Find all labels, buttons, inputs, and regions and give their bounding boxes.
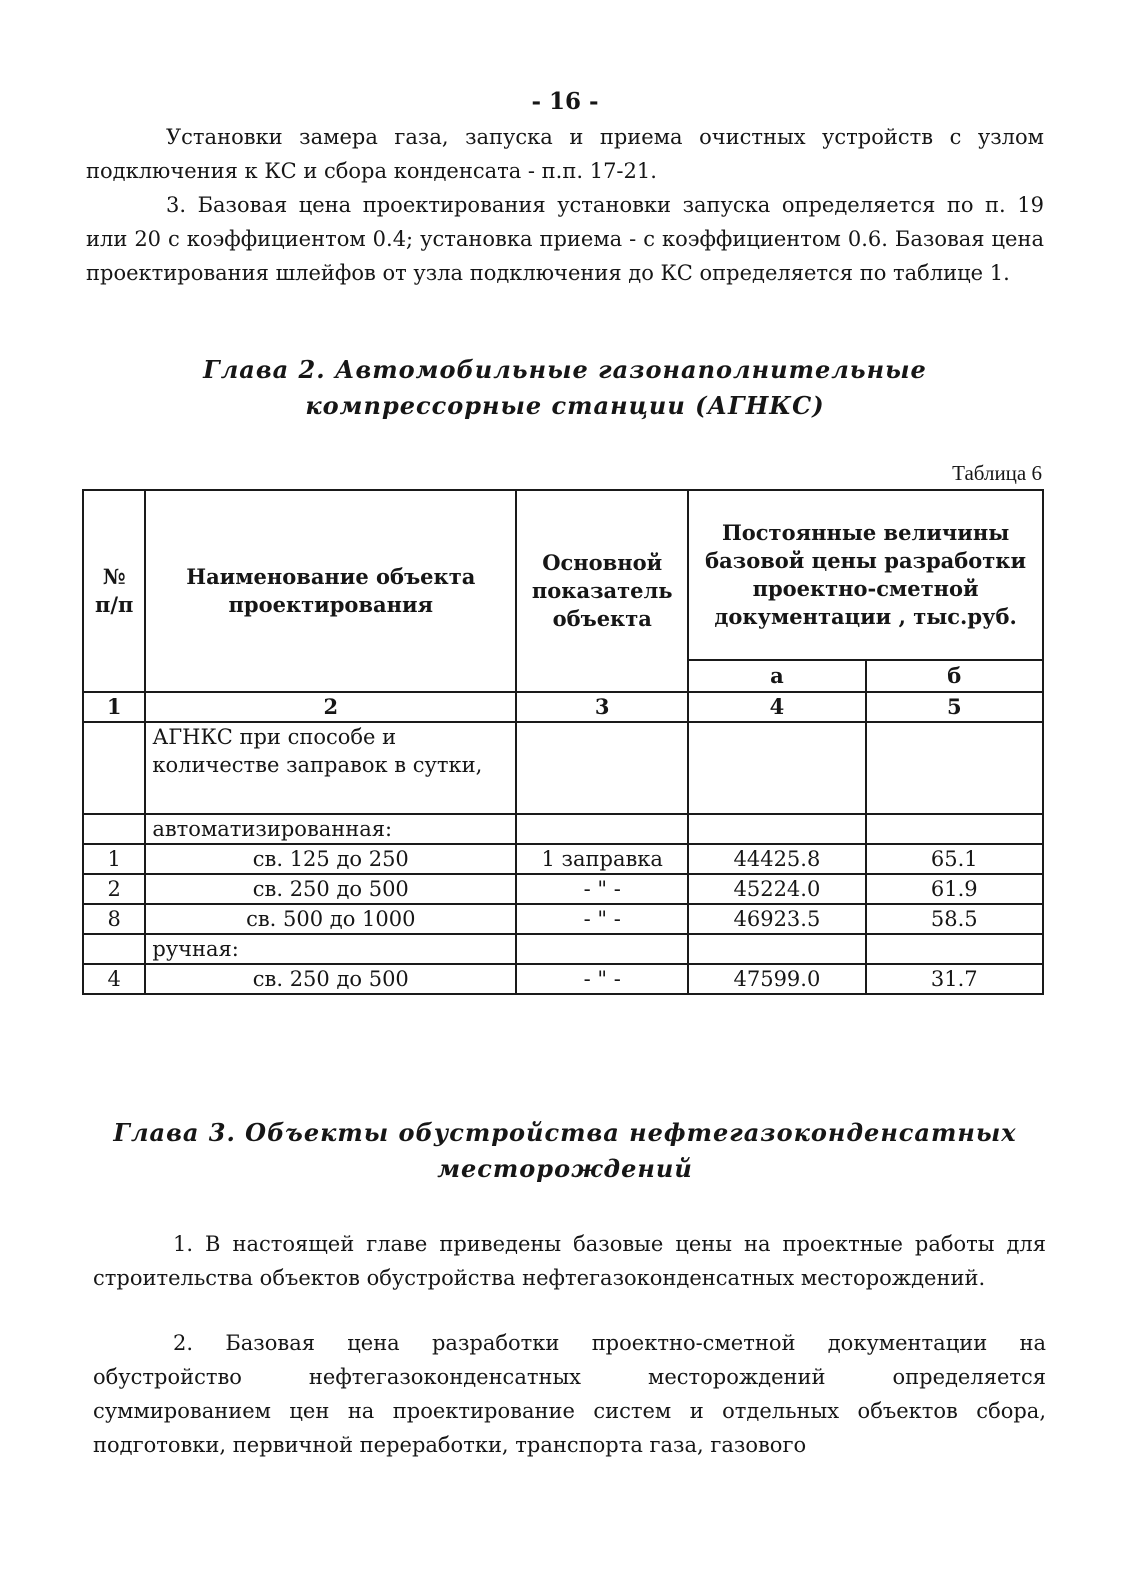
- header-indicator: Основной показатель объекта: [516, 490, 688, 692]
- chapter-3-paragraph-2: 2. Базовая цена разработки проектно-сметной документации на обустройство нефтегазоконденсатных месторождений определяется суммированием цен на проектирование систем и отдельных объектов сбора, подготовки, первичной переработки, транспорта газа, газового: [93, 1331, 1046, 1457]
- chapter-3-title-line-1: Глава 3. Объекты обустройства нефтегазоконденсатных: [113, 1118, 1017, 1147]
- intro-paragraph-1: Установки замера газа, запуска и приема очистных устройств с узлом подключения к КС и сбора конденсата - п.п. 17-21.: [86, 125, 1044, 183]
- row-indicator: - " -: [516, 874, 688, 904]
- row-indicator: 1 заправка: [516, 844, 688, 874]
- table-label: Таблица 6: [952, 461, 1042, 485]
- table-row: [83, 874, 1043, 904]
- row-name: св. 125 до 250: [145, 844, 516, 874]
- row-indicator: - " -: [516, 904, 688, 934]
- price-table: [82, 489, 1044, 995]
- row-value-b: 65.1: [866, 844, 1043, 874]
- chapter-3-paragraph-1: 1. В настоящей главе приведены базовые цены на проектные работы для строительства объектов обустройства нефтегазоконденсатных месторождений.: [93, 1232, 1046, 1290]
- intro-paragraph-2: 3. Базовая цена проектирования установки запуска определяется по п. 19 или 20 с коэффициентом 0.4; установка приема - с коэффициентом 0.6. Базовая цена проектирования шлейфов от узла подключения до КС определяется по таблице 1.: [86, 193, 1044, 285]
- header-b: б: [866, 660, 1043, 692]
- chapter-2-heading: [0, 352, 1130, 424]
- row-value-b: 61.9: [866, 874, 1043, 904]
- table-subgroup-row: [83, 814, 1043, 844]
- row-num: 2: [83, 874, 145, 904]
- header-num: № п/п: [83, 490, 145, 692]
- table-group-row: [83, 722, 1043, 814]
- chapter-3-title-line-2: месторождений: [437, 1154, 693, 1183]
- chapter-2-title-line-1: Глава 2. Автомобильные газонаполнительные: [203, 355, 927, 384]
- row-value-a: 46923.5: [688, 904, 865, 934]
- row-value-b: 31.7: [866, 964, 1043, 994]
- row-num: 8: [83, 904, 145, 934]
- row-value-a: 47599.0: [688, 964, 865, 994]
- index-cell: 3: [516, 692, 688, 722]
- page-number: - 16 -: [531, 88, 599, 115]
- row-name: св. 250 до 500: [145, 964, 516, 994]
- row-value-a: 45224.0: [688, 874, 865, 904]
- row-num: 4: [83, 964, 145, 994]
- row-name: св. 500 до 1000: [145, 904, 516, 934]
- index-cell: 4: [688, 692, 865, 722]
- row-indicator: - " -: [516, 964, 688, 994]
- index-cell: 5: [866, 692, 1043, 722]
- group-title: АГНКС при способе и количестве заправок в сутки,: [145, 722, 516, 814]
- index-cell: 2: [145, 692, 516, 722]
- subgroup-auto: автоматизированная:: [145, 814, 516, 844]
- table-row: [83, 844, 1043, 874]
- subgroup-manual: ручная:: [145, 934, 516, 964]
- chapter-2-title-line-2: компрессорные станции (АГНКС): [305, 391, 825, 420]
- table-index-row: [83, 692, 1043, 722]
- row-value-b: 58.5: [866, 904, 1043, 934]
- table-row: [83, 964, 1043, 994]
- row-name: св. 250 до 500: [145, 874, 516, 904]
- header-name: Наименование объекта проектирования: [145, 490, 516, 692]
- chapter-3-heading: [0, 1115, 1130, 1187]
- row-value-a: 44425.8: [688, 844, 865, 874]
- row-num: 1: [83, 844, 145, 874]
- header-a: а: [688, 660, 865, 692]
- header-constants: Постоянные величины базовой цены разработки проектно-сметной документации , тыс.руб.: [688, 490, 1043, 660]
- table-header-row: [83, 490, 1043, 660]
- table-row: [83, 904, 1043, 934]
- index-cell: 1: [83, 692, 145, 722]
- table-subgroup-row: [83, 934, 1043, 964]
